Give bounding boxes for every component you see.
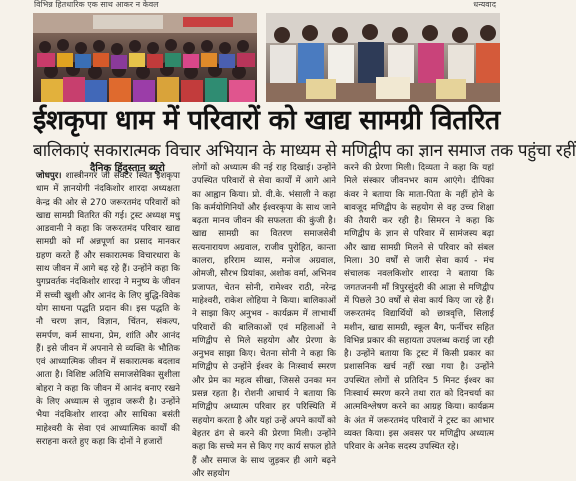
stage-felicitation-illustration (266, 13, 500, 102)
article-photo-left (33, 13, 257, 102)
article-column-2-text: लोगों को अध्यात्म की नई राह दिखाई। उन्होंने उपस्थित परिवारों से सेवा कार्यों में आगे आने का आह्वान किया। प्रो. वी.के. भंसाली ने कहा कि कर्मयोगिनियों और ईश्वरकृपा के साथ जाने बढ़ता मानव जीवन की सफलता की कुंजी है। खाद्य सामग्री का वितरण समाजसेवी सत्यनारायण अग्रवाल, राजीव पुरोहित, कान्ता कालरा, हरिराम व्यास, मनोज अग्रवाल, ओमजी, सौरभ प्रियांका, अशोक वर्मा, अभिनव प्रजापत, चेतन सोनी, रामेश्वर राठी, नरेन्द्र माहेश्वरी, राकेश लोहिया ने किया। बालिकाओं ने साझा किए अनुभव - कार्यक्रम में लाभार्थी परिवारों की बालिकाओं एवं महिलाओं ने मणिद्वीप से मिले सहयोग और प्रेरणा के अनुभव साझा किए। चेतना सोनी ने कहा कि मणिद्वीप से उन्होंने ईश्वर के निःस्वार्थ स्मरण और प्रेम का महत्व सीखा, जिससे उनका मन प्रसन्न रहता है। रोशनी आचार्य ने बताया कि मणिद्वीप अध्यात्म परिवार हर परिस्थिति में सहयोग करता है और यहां उन्हें अपने कार्यों को बेहतर ढंग से करने की प्रेरणा मिली। उन्होंने कहा कि सच्चे मन से किए गए कार्य सफल होते हैं और समाज के साथ जुड़कर ही आगे बढ़ने और सहयोग (192, 163, 336, 479)
previous-article-strip (0, 0, 500, 11)
article-byline: दैनिक हिंदुस्तान ब्यूरो (90, 163, 165, 174)
article-column-2 (192, 162, 336, 479)
article-photo-right (266, 13, 500, 102)
article-headline: ईशकृपा धाम में परिवारों को खाद्य सामग्री वितरित (33, 105, 500, 136)
article-dateline: जोधपुर। (36, 171, 62, 181)
article-column-3-text: करने की प्रेरणा मिली। दिव्यता ने कहा कि यहां मिले संस्कार जीवनभर काम आएंगे। दीपिका कंवर ने बताया कि माता-पिता के नहीं होने के बावजूद मणिद्वीप के सहयोग से वह उच्च शिक्षा की तैयारी कर रही है। सिमरन ने कहा कि मणिद्वीप के ज्ञान से परिवार में सामंजस्य बढ़ा और खाद्य सामग्री मिलने से परिवार को संबल मिला। 30 वर्षों से जारी सेवा कार्य - मंच संचालक नवलकिशोर शारदा ने बताया कि जगतजननी माँ त्रिपुरसुंदरी की आज्ञा से मणिद्वीप में पिछले 30 वर्षों से सेवा कार्य किए जा रहे हैं। जरूरतमंद विद्यार्थियों को छात्रवृत्ति, सिलाई मशीन, खाद्य सामग्री, स्कूल बैग, फर्नीचर सहित विभिन्न प्रकार की सहायता उपलब्ध कराई जा रही है। उन्होंने बताया कि ट्रस्ट में किसी प्रकार का प्रशासनिक खर्च नहीं रखा गया है। उन्होंने उपस्थित लोगों से प्रतिदिन 5 मिनट ईश्वर का निःस्वार्थ स्मरण करने तथा रात को दिनचर्या का आत्मविश्लेषण करने का आग्रह किया। कार्यक्रम के अंत में जरूरतमंद परिवारों ने ट्रस्ट का आभार व्यक्त किया। इस अवसर पर मणिद्वीप अध्यात्म परिवार के अनेक सदस्य उपस्थित रहे। (344, 163, 494, 453)
workshop-crowd-illustration (33, 13, 257, 102)
previous-article-text-right: धन्यवाद (473, 0, 496, 9)
article-column-1-text: शास्त्रीनगर जी सेक्टर स्थित ईशकृपा धाम में ज्ञानयोगी नंदकिशोर शारदा अध्यक्षता केन्द्र की ओर से 270 जरूरतमंद परिवारों को खाद्य सामग्री वितरित की गई। ट्रस्ट अध्यक्ष मधु आडवानी ने कहा कि जरूरतमंद परिवार खाद्य सामग्री को माँ अन्नपूर्णा का प्रसाद मानकर ग्रहण करते हैं और सकारात्मक विचारधारा के साथ जीवन में आगे बढ़ रहे हैं। उन्होंने कहा कि युगप्रवर्तक नंदकिशोर शारदा ने मनुष्य के जीवन में सच्ची खुशी और आनंद के लिए बुद्धि-विवेक योग साधना पद्धति प्रदान की। इस पद्धति के नौ चरण ज्ञान, विज्ञान, चिंतन, संकल्प, समर्पण, कर्म साधना, प्रेम, शांति और आनंद हैं। इसे जीवन में अपनाने से व्यक्ति के भौतिक एवं आध्यात्मिक जीवन में सकारात्मक बदलाव आता है। विशिष्ट अतिथि समाजसेविका सुशीला बोहरा ने कहा कि जीवन में आनंद बनाए रखने के लिए अध्यात्म से जुड़ाव जरूरी है। उन्होंने भैया नंदकिशोर शारदा और साधिका बसंती माहेश्वरी के सेवा एवं आध्यात्मिक कार्यों की सराहना करते हुए कहा कि दोनों ने हजारों (36, 171, 180, 447)
article-subheadline: बालिकाएं सकारात्मक विचार अभियान के माध्यम से मणिद्वीप का ज्ञान समाज तक पहुंचा रहीं (33, 141, 576, 161)
previous-article-text: विभिन्न हितधारिक एक साथ आकर न केवल (34, 0, 159, 9)
article-column-3 (344, 162, 494, 453)
article-column-1 (36, 170, 180, 453)
